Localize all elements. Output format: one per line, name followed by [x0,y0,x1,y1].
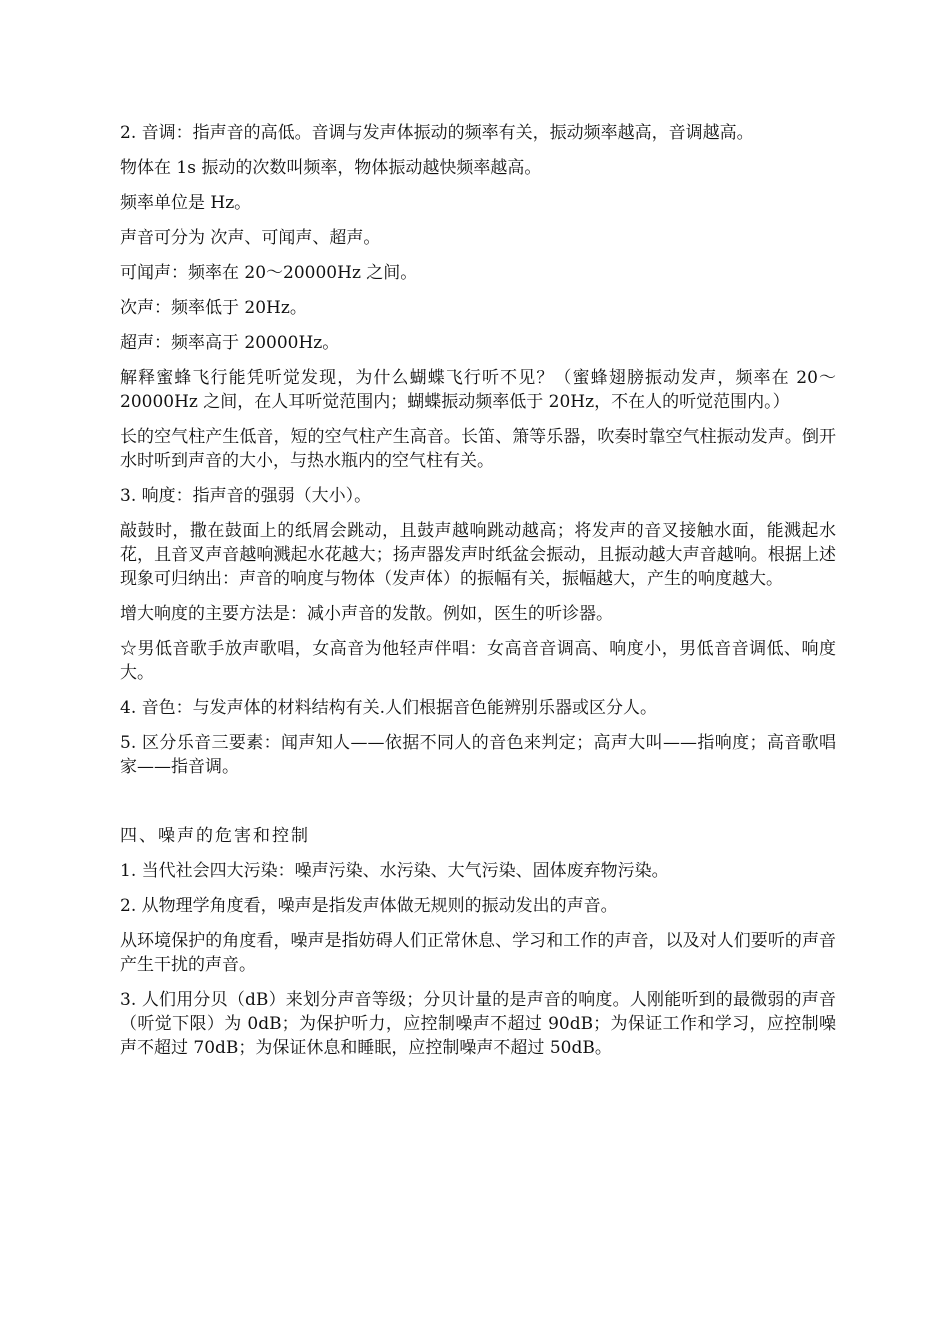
paragraph-timbre: 4. 音色：与发声体的材料结构有关.人们根据音色能辨别乐器或区分人。 [120,698,658,718]
paragraph-noise-physics: 2. 从物理学角度看，噪声是指发声体做无规则的振动发出的声音。 [120,896,618,916]
paragraph-four-pollutions: 1. 当代社会四大污染：噪声污染、水污染、大气污染、固体废弃物污染。 [120,861,669,881]
paragraph-bee-butterfly: 解释蜜蜂飞行能凭听觉发现，为什么蝴蝶飞行听不见？（蜜蜂翅膀振动发声，频率在 20～20000Hz 之间，在人耳听觉范围内；蝴蝶振动频率低于 20Hz，不在人的听觉范围内。） [120,368,836,412]
document-page [120,121,836,1071]
paragraph-frequency-unit: 频率单位是 Hz。 [120,193,252,213]
paragraph-pitch: 2. 音调：指声音的高低。音调与发声体振动的频率有关，振动频率越高，音调越高。 [120,123,754,143]
paragraph-infrasound: 次声：频率低于 20Hz。 [120,298,307,318]
paragraph-increase-loudness: 增大响度的主要方法是：减小声音的发散。例如，医生的听诊器。 [120,604,613,624]
paragraph-audible-sound: 可闻声：频率在 20～20000Hz 之间。 [120,263,418,283]
paragraph-three-elements: 5. 区分乐音三要素：闻声知人——依据不同人的音色来判定；高声大叫——指响度；高音歌唱家——指音调。 [120,733,836,777]
paragraph-ultrasound: 超声：频率高于 20000Hz。 [120,333,340,353]
paragraph-air-column: 长的空气柱产生低音，短的空气柱产生高音。长笛、箫等乐器，吹奏时靠空气柱振动发声。倒开水时听到声音的大小，与热水瓶内的空气柱有关。 [120,427,836,471]
section-heading-noise: 四、噪声的危害和控制 [120,826,310,846]
paragraph-loudness: 3. 响度：指声音的强弱（大小）。 [120,486,372,506]
paragraph-sound-types: 声音可分为 次声、可闻声、超声。 [120,228,381,248]
paragraph-amplitude-examples: 敲鼓时，撒在鼓面上的纸屑会跳动，且鼓声越响跳动越高；将发声的音叉接触水面，能溅起水花，且音叉声音越响溅起水花越大；扬声器发声时纸盆会振动，且振动越大声音越响。根据上述现象可归纳出：声音的响度与物体（发声体）的振幅有关，振幅越大，产生的响度越大。 [120,521,836,589]
paragraph-noise-environment: 从环境保护的角度看，噪声是指妨碍人们正常休息、学习和工作的声音，以及对人们要听的声音产生干扰的声音。 [120,931,836,975]
paragraph-singers: ☆男低音歌手放声歌唱，女高音为他轻声伴唱：女高音音调高、响度小，男低音音调低、响度大。 [120,639,836,683]
paragraph-decibel: 3. 人们用分贝（dB）来划分声音等级；分贝计量的是声音的响度。人刚能听到的最微弱的声音（听觉下限）为 0dB；为保护听力，应控制噪声不超过 90dB；为保证工作和学习，应控制噪声不超过 70dB；为保证休息和睡眠，应控制噪声不超过 50dB。 [120,990,836,1058]
paragraph-frequency-definition: 物体在 1s 振动的次数叫频率，物体振动越快频率越高。 [120,158,542,178]
